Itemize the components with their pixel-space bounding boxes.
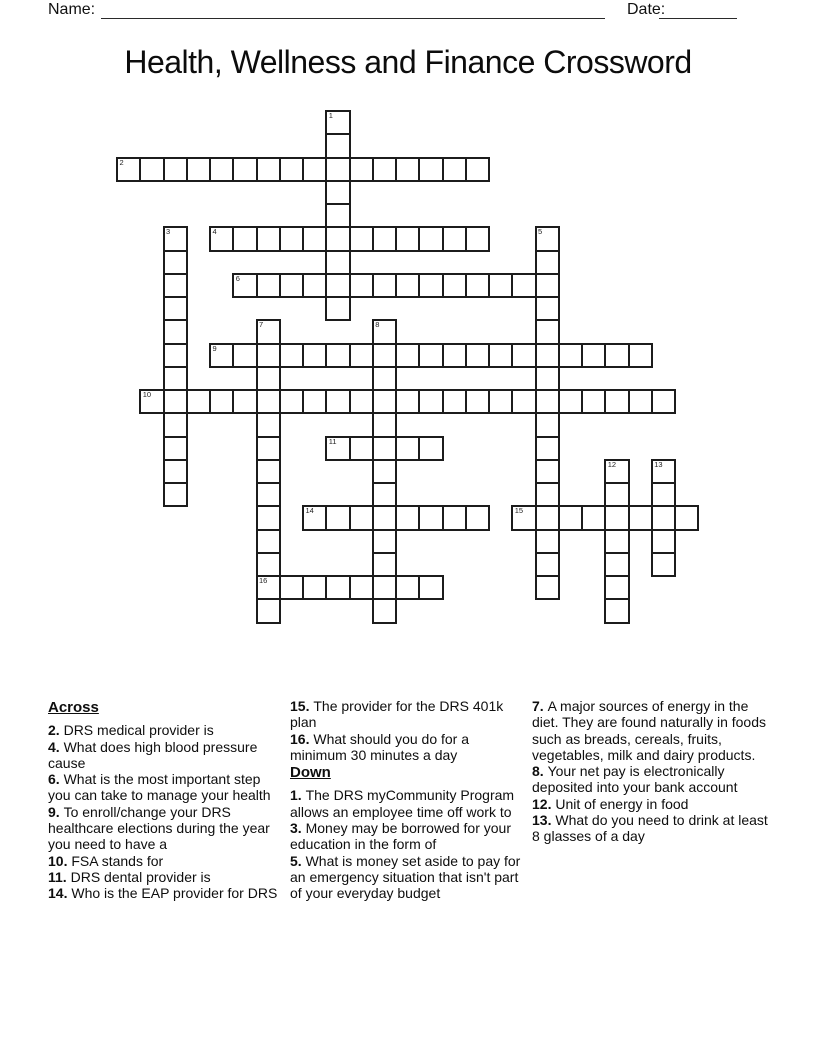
grid-cell	[535, 366, 560, 391]
grid-cell	[465, 505, 490, 530]
grid-cell	[372, 598, 397, 623]
grid-cell	[488, 389, 513, 414]
clue-column	[532, 698, 768, 845]
page-title: Health, Wellness and Finance Crossword	[124, 44, 692, 80]
grid-cell	[488, 343, 513, 368]
clue-column	[290, 698, 526, 902]
grid-cell	[325, 505, 350, 530]
grid-cell	[535, 250, 560, 275]
cell-number: 13	[654, 459, 663, 469]
grid-cell	[232, 226, 257, 251]
clue-column	[48, 698, 284, 902]
grid-cell	[372, 226, 397, 251]
grid-cell	[628, 505, 653, 530]
grid-cell	[186, 157, 211, 182]
clue: 15. The provider for the DRS 401k plan	[290, 698, 504, 731]
grid-cell	[465, 389, 490, 414]
grid-cell	[372, 575, 397, 600]
grid-cell	[418, 389, 443, 414]
grid-cell	[163, 319, 188, 344]
grid-cell	[604, 505, 629, 530]
grid-cell	[139, 389, 164, 414]
grid-cell	[511, 343, 536, 368]
grid-cell	[535, 319, 560, 344]
grid-cell	[279, 273, 304, 298]
date-blank-line	[659, 1, 737, 19]
grid-cell	[325, 296, 350, 321]
grid-cell	[395, 575, 420, 600]
grid-cell	[325, 180, 350, 205]
cell-number: 9	[212, 343, 217, 353]
grid-cell	[372, 157, 397, 182]
grid-cell	[163, 436, 188, 461]
grid-cell	[395, 389, 420, 414]
grid-cell	[325, 273, 350, 298]
grid-cell	[232, 157, 257, 182]
grid-cell	[302, 273, 327, 298]
clue-number: 13.	[532, 812, 556, 829]
grid-cell	[256, 389, 281, 414]
grid-cell	[232, 273, 257, 298]
grid-cell	[628, 343, 653, 368]
grid-cell	[302, 575, 327, 600]
clue: 3. Money may be borrowed for your education in the form of	[290, 820, 512, 853]
grid-cell	[256, 552, 281, 577]
cell-number: 12	[607, 459, 617, 469]
grid-cell	[651, 505, 676, 530]
grid-cell	[442, 389, 467, 414]
grid-cell	[372, 459, 397, 484]
grid-cell	[628, 389, 653, 414]
clue: 9. To enroll/change your DRS healthcare elections during the year you need to have a	[48, 803, 270, 853]
clue: 6. What is the most important step you can take to manage your health	[48, 771, 271, 804]
grid-cell	[604, 389, 629, 414]
grid-cell	[302, 343, 327, 368]
grid-cell	[372, 273, 397, 298]
cell-number: 11	[328, 436, 337, 446]
grid-cell	[535, 552, 560, 577]
grid-cell	[349, 505, 374, 530]
cell-number: 7	[259, 320, 264, 330]
clue: 10. FSA stands for	[48, 852, 164, 869]
name-blank-line	[101, 1, 605, 19]
grid-cell	[256, 412, 281, 437]
grid-cell	[325, 389, 350, 414]
grid-cell	[535, 529, 560, 554]
clue-number: 14.	[48, 885, 72, 902]
grid-cell	[372, 319, 397, 344]
clue: 16. What should you do for a minimum 30 minutes a day	[290, 730, 470, 763]
cell-number: 14	[305, 506, 314, 516]
grid-cell	[279, 575, 304, 600]
grid-cell	[256, 505, 281, 530]
clue-number: 2.	[48, 722, 64, 739]
grid-cell	[209, 226, 234, 251]
grid-cell	[325, 203, 350, 228]
grid-cell	[442, 505, 467, 530]
clues-down-heading: Down	[290, 764, 331, 782]
grid-cell	[372, 412, 397, 437]
grid-cell	[372, 552, 397, 577]
name-label: Name:	[48, 1, 96, 18]
grid-cell	[535, 505, 560, 530]
grid-cell	[325, 110, 350, 135]
grid-cell	[186, 389, 211, 414]
grid-cell	[256, 343, 281, 368]
grid-cell	[279, 343, 304, 368]
grid-cell	[418, 436, 443, 461]
cell-number: 4	[212, 227, 217, 237]
clue-number: 5.	[290, 852, 306, 869]
grid-cell	[302, 505, 327, 530]
grid-cell	[604, 598, 629, 623]
clue-number: 6.	[48, 771, 64, 788]
cell-number: 6	[235, 273, 240, 283]
grid-cell	[418, 505, 443, 530]
grid-cell	[395, 343, 420, 368]
grid-cell	[604, 459, 629, 484]
grid-cell	[256, 436, 281, 461]
grid-cell	[651, 552, 676, 577]
grid-cell	[604, 343, 629, 368]
grid-cell	[465, 157, 490, 182]
grid-cell	[395, 157, 420, 182]
grid-cell	[279, 157, 304, 182]
grid-cell	[116, 157, 141, 182]
grid-cell	[535, 482, 560, 507]
grid-cell	[558, 389, 583, 414]
grid-cell	[604, 529, 629, 554]
grid-cell	[349, 343, 374, 368]
grid-cell	[651, 389, 676, 414]
grid-cell	[163, 389, 188, 414]
grid-cell	[325, 343, 350, 368]
grid-cell	[325, 133, 350, 158]
grid-cell	[651, 529, 676, 554]
clue: 1. The DRS myCommunity Program allows an employee time off work to	[290, 787, 515, 820]
grid-cell	[325, 575, 350, 600]
grid-cell	[163, 296, 188, 321]
grid-cell	[302, 226, 327, 251]
grid-cell	[325, 226, 350, 251]
clue: 13. What do you need to drink at least 8 glasses of a day	[532, 812, 768, 845]
grid-cell	[349, 157, 374, 182]
grid-cell	[535, 412, 560, 437]
grid-cell	[163, 366, 188, 391]
grid-cell	[604, 482, 629, 507]
clue-number: 7.	[532, 698, 548, 714]
grid-cell	[604, 552, 629, 577]
grid-cell	[349, 273, 374, 298]
grid-cell	[163, 459, 188, 484]
grid-cell	[535, 226, 560, 251]
grid-cell	[256, 366, 281, 391]
grid-cell	[163, 482, 188, 507]
grid-cell	[372, 436, 397, 461]
grid-cell	[581, 343, 606, 368]
grid-cell	[395, 273, 420, 298]
grid-cell	[535, 273, 560, 298]
grid-cell	[302, 157, 327, 182]
clue: 11. DRS dental provider is	[48, 868, 211, 885]
grid-cell	[418, 157, 443, 182]
grid-cell	[418, 273, 443, 298]
grid-cell	[465, 226, 490, 251]
clue: 14. Who is the EAP provider for DRS	[48, 885, 278, 902]
grid-cell	[256, 226, 281, 251]
grid-cell	[395, 226, 420, 251]
grid-cell	[163, 273, 188, 298]
grid-cell	[442, 157, 467, 182]
grid-cell	[535, 575, 560, 600]
grid-cell	[535, 436, 560, 461]
grid-cell	[349, 436, 374, 461]
grid-cell	[581, 505, 606, 530]
cell-number: 5	[538, 227, 543, 237]
clue-number: 4.	[48, 738, 64, 755]
grid-cell	[465, 273, 490, 298]
grid-cell	[442, 343, 467, 368]
clue-number: 8.	[532, 763, 548, 780]
grid-cell	[604, 575, 629, 600]
clue: 2. DRS medical provider is	[48, 722, 214, 739]
grid-cell	[163, 157, 188, 182]
grid-cell	[256, 459, 281, 484]
grid-cell	[279, 226, 304, 251]
grid-cell	[395, 436, 420, 461]
grid-cell	[302, 389, 327, 414]
grid-cell	[511, 273, 536, 298]
clue-number: 10.	[48, 852, 72, 869]
grid-cell	[372, 505, 397, 530]
grid-cell	[256, 319, 281, 344]
grid-cell	[651, 459, 676, 484]
grid-cell	[395, 505, 420, 530]
clue-number: 3.	[290, 820, 306, 837]
grid-cell	[465, 343, 490, 368]
grid-cell	[418, 226, 443, 251]
grid-cell	[256, 575, 281, 600]
cell-number: 8	[375, 320, 380, 330]
grid-cell	[511, 389, 536, 414]
grid-cell	[581, 389, 606, 414]
clues-across-heading: Across	[48, 699, 99, 716]
grid-cell	[535, 459, 560, 484]
grid-cell	[488, 273, 513, 298]
grid-cell	[325, 157, 350, 182]
clue: 12. Unit of energy in food	[532, 795, 689, 812]
clue-number: 12.	[532, 795, 556, 812]
cell-number: 15	[514, 506, 524, 516]
grid-cell	[349, 389, 374, 414]
date-label: Date:	[627, 1, 666, 18]
grid-cell	[418, 343, 443, 368]
grid-cell	[279, 389, 304, 414]
clue: 5. What is money set aside to pay for an emergency situation that isn't part of your everyday budget	[290, 852, 521, 902]
grid-cell	[209, 389, 234, 414]
clue: 4. What does high blood pressure cause	[48, 738, 258, 771]
grid-cell	[139, 157, 164, 182]
clue-number: 9.	[48, 803, 64, 820]
grid-cell	[349, 575, 374, 600]
grid-cell	[232, 343, 257, 368]
grid-cell	[256, 529, 281, 554]
clue: 8. Your net pay is electronically deposited into your bank account	[532, 763, 738, 796]
grid-cell	[558, 505, 583, 530]
clue: 7. A major sources of energy in the diet. They are found naturally in foods such as breads, cereals, fruits, vegetables, milk and dairy products.	[532, 698, 767, 763]
clue-number: 15.	[290, 698, 314, 714]
grid-cell	[256, 157, 281, 182]
cell-number: 16	[259, 576, 268, 585]
cell-number: 1	[328, 111, 333, 120]
grid-cell	[651, 482, 676, 507]
grid-cell	[232, 389, 257, 414]
grid-cell	[372, 482, 397, 507]
grid-cell	[558, 343, 583, 368]
grid-cell	[442, 226, 467, 251]
grid-cell	[511, 505, 536, 530]
grid-cell	[163, 412, 188, 437]
grid-cell	[256, 598, 281, 623]
grid-cell	[535, 296, 560, 321]
grid-cell	[535, 389, 560, 414]
clue-number: 1.	[290, 787, 306, 804]
grid-cell	[418, 575, 443, 600]
grid-cell	[325, 436, 350, 461]
grid-cell	[372, 343, 397, 368]
grid-cell	[256, 273, 281, 298]
cell-number: 10	[142, 390, 152, 399]
grid-cell	[372, 389, 397, 414]
cell-number: 2	[119, 157, 124, 167]
clue-number: 16.	[290, 730, 314, 747]
grid-cell	[674, 505, 699, 530]
grid-cell	[372, 366, 397, 391]
grid-cell	[209, 343, 234, 368]
clue-number: 11.	[48, 868, 71, 885]
cell-number: 3	[166, 227, 171, 237]
grid-cell	[256, 482, 281, 507]
grid-cell	[163, 250, 188, 275]
grid-cell	[442, 273, 467, 298]
grid-cell	[163, 343, 188, 368]
grid-cell	[163, 226, 188, 251]
grid-cell	[349, 226, 374, 251]
grid-cell	[372, 529, 397, 554]
grid-cell	[535, 343, 560, 368]
grid-cell	[325, 250, 350, 275]
grid-cell	[209, 157, 234, 182]
